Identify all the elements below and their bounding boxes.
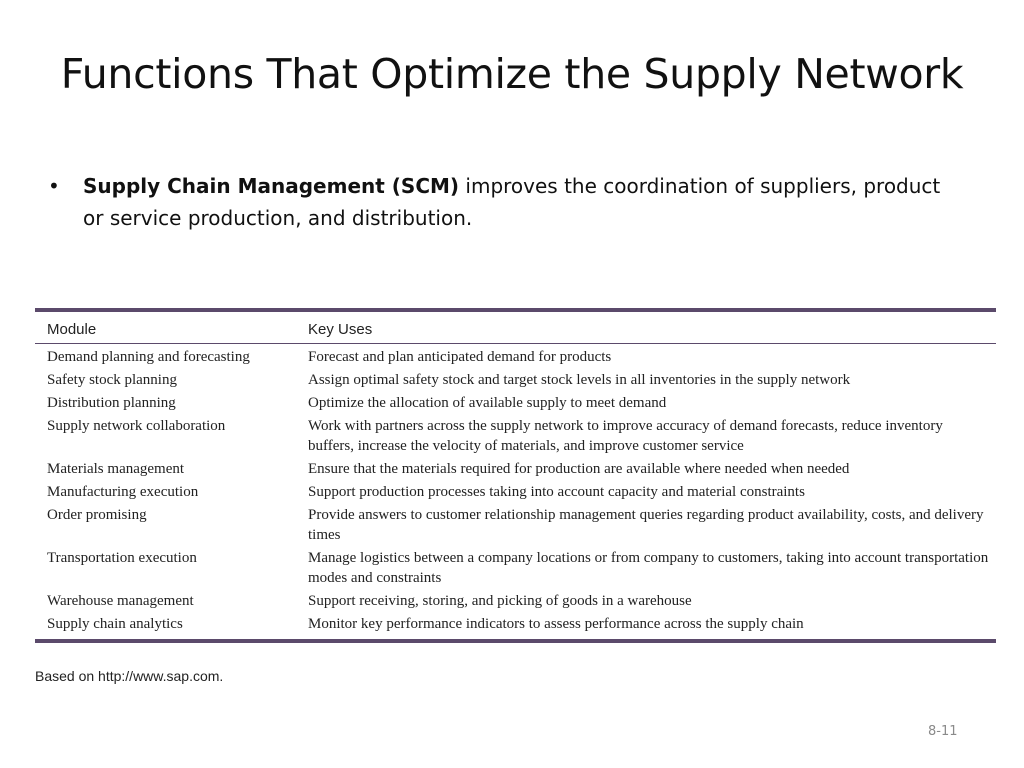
table-row <box>35 590 996 613</box>
bullet-point <box>48 170 948 234</box>
header-key-uses: Key Uses <box>308 321 373 338</box>
header-row <box>35 312 996 343</box>
module-name: Supply network collaboration <box>47 418 226 434</box>
table-row <box>35 369 996 392</box>
module-name: Demand planning and forecasting <box>47 349 250 365</box>
module-name: Distribution planning <box>47 395 176 411</box>
table-row <box>35 481 996 504</box>
header-module: Module <box>47 321 97 338</box>
bullet-symbol: • <box>48 174 60 198</box>
table-row <box>35 392 996 415</box>
module-key-uses: Work with partners across the supply network to improve accuracy of demand forecasts, reduce inventory buffers, increase the velocity of materials, and improve customer service <box>308 418 943 454</box>
module-name: Order promising <box>47 507 147 523</box>
module-key-uses: Provide answers to customer relationship management queries regarding product availability, costs, and delivery times <box>308 507 984 543</box>
table-row <box>35 613 996 639</box>
module-key-uses: Support production processes taking into account capacity and material constraints <box>308 484 805 500</box>
module-key-uses: Support receiving, storing, and picking of goods in a warehouse <box>308 593 692 609</box>
scm-modules-table <box>35 308 996 643</box>
module-key-uses: Forecast and plan anticipated demand for products <box>308 349 612 365</box>
table-row <box>35 415 996 458</box>
module-name: Transportation execution <box>47 550 197 566</box>
module-name: Warehouse management <box>47 593 194 609</box>
modules-table-body <box>35 344 996 639</box>
table-header <box>35 312 996 343</box>
bullet-description: improves the coordination of suppliers, product or service production, and distribution. <box>83 174 941 230</box>
slide-title: Functions That Optimize the Supply Network <box>60 50 964 98</box>
bullet-term: Supply Chain Management (SCM) <box>83 174 460 198</box>
module-key-uses: Manage logistics between a company locations or from company to customers, taking into account transportation modes and constraints <box>308 550 989 586</box>
modules-table <box>35 312 996 343</box>
module-name: Supply chain analytics <box>47 616 183 632</box>
module-key-uses: Assign optimal safety stock and target stock levels in all inventories in the supply network <box>308 372 851 388</box>
table-row <box>35 344 996 369</box>
module-key-uses: Optimize the allocation of available supply to meet demand <box>308 395 667 411</box>
table-body <box>35 344 996 639</box>
module-key-uses: Ensure that the materials required for production are available where needed when needed <box>308 461 850 477</box>
module-key-uses: Monitor key performance indicators to assess performance across the supply chain <box>308 616 804 632</box>
bullet-text <box>83 170 948 234</box>
source-note: Based on http://www.sap.com. <box>35 668 224 684</box>
table-row <box>35 547 996 590</box>
table-row <box>35 458 996 481</box>
table-bottom-rule <box>35 639 996 643</box>
page-number: 8-11 <box>928 724 958 739</box>
module-name: Manufacturing execution <box>47 484 199 500</box>
module-name: Safety stock planning <box>47 372 177 388</box>
table-row <box>35 504 996 547</box>
module-name: Materials management <box>47 461 185 477</box>
